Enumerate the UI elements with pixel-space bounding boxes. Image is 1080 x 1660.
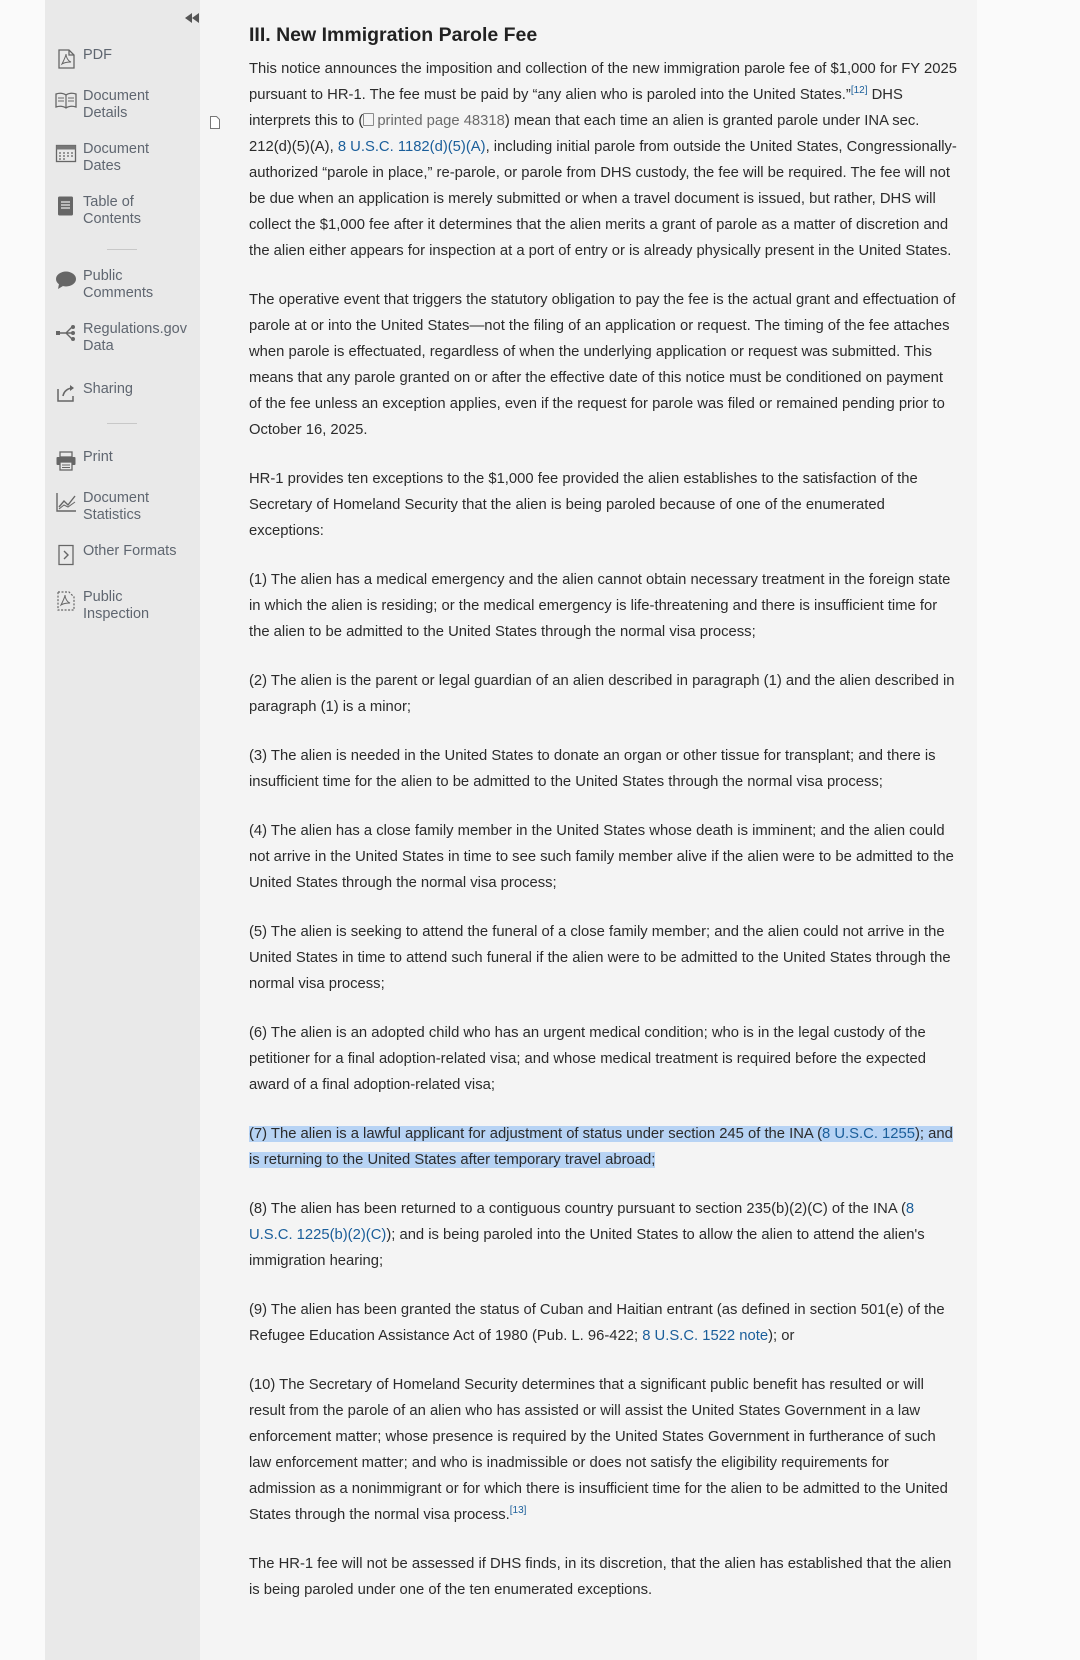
exception-1: (1) The alien has a medical emergency and the alien cannot obtain necessary treatment in the foreign state in which the alien is residing; or the medical emergency is life-threatening and there is insufficient time for the alien to be admitted to the United States through the normal visa process; <box>249 572 951 640</box>
sidebar-item-label: Public Comments <box>83 268 154 301</box>
sidebar-item-label: Sharing <box>83 381 133 397</box>
exception-10 <box>249 1372 959 1528</box>
book-icon <box>55 89 77 111</box>
usc-link-1255[interactable]: 8 U.S.C. 1255 <box>822 1126 915 1142</box>
exception-8 <box>249 1196 959 1274</box>
printed-page-label: printed page 48318 <box>377 113 505 129</box>
exception-3: (3) The alien is needed in the United States to donate an organ or other tissue for transplant; and there is insufficient time for the alien to be admitted to the United States through the normal visa process; <box>249 748 936 790</box>
sidebar-item-other-formats[interactable] <box>55 543 200 566</box>
sidebar-divider <box>107 423 137 424</box>
sidebar-item-label: Table of Contents <box>83 194 142 227</box>
calendar-icon <box>55 142 77 164</box>
exception-5: (5) The alien is seeking to attend the funeral of a close family member; and the alien could not arrive in the United States in time to attend such funeral if the alien were to be admitted to the United States through the normal visa process; <box>249 924 951 992</box>
paragraph-fee-not-assessed: The HR-1 fee will not be assessed if DHS finds, in its discretion, that the alien has established that the alien is being paroled under one of the ten enumerated exceptions. <box>249 1556 952 1598</box>
sidebar-item-public-inspection[interactable] <box>55 589 200 623</box>
sidebar-item-label: Document Dates <box>83 141 150 174</box>
document-sidebar <box>45 0 200 1660</box>
text: (7) The alien is a lawful applicant for adjustment of status under section 245 of the INA ( <box>249 1126 823 1142</box>
sidebar-item-document-details[interactable] <box>55 88 200 122</box>
sidebar-item-label: Document Statistics <box>83 490 150 523</box>
sidebar-item-sharing[interactable] <box>55 381 200 404</box>
pdf-icon <box>55 48 77 70</box>
usc-link-1522[interactable]: 8 U.S.C. 1522 note <box>642 1328 769 1344</box>
exception-2: (2) The alien is the parent or legal guardian of an alien described in paragraph (1) and the alien described in paragraph (1) is a minor; <box>249 673 955 715</box>
footnote-link-12[interactable]: [12] <box>850 85 868 97</box>
sidebar-item-document-statistics[interactable] <box>55 490 200 524</box>
exception-9 <box>249 1297 959 1349</box>
usc-link-1225[interactable]: 8 U.S.C. 1225(b)(2)(C) <box>249 1201 915 1243</box>
sidebar-item-regulations-gov-data[interactable] <box>55 321 200 355</box>
inspection-icon <box>55 590 77 612</box>
sidebar-item-label: Regulations.gov Data <box>83 321 187 354</box>
sidebar-item-table-of-contents[interactable] <box>55 194 200 228</box>
page-marker-icon[interactable] <box>210 116 220 129</box>
selected-text <box>249 1126 953 1168</box>
text: (8) The alien has been returned to a contiguous country pursuant to section 235(b)(2)(C) of the INA ( <box>249 1201 906 1217</box>
text: ); or <box>768 1328 795 1344</box>
document-content <box>200 0 977 1660</box>
exception-7 <box>249 1121 959 1173</box>
article <box>249 20 959 1626</box>
paragraph-intro <box>249 56 959 264</box>
sidebar-item-label: Print <box>83 449 113 465</box>
text: ); and is being paroled into the United States to allow the alien to attend the alien's immigration hearing; <box>249 1227 925 1269</box>
sidebar-item-label: Document Details <box>83 88 150 121</box>
exception-4: (4) The alien has a close family member in the United States whose death is imminent; and the alien could not arrive in the United States in time to see such family member alive if the alien were to be admitted to the United States through the normal visa process; <box>249 823 954 891</box>
sidebar-item-label: Public Inspection <box>83 589 150 622</box>
share-network-icon <box>55 322 77 344</box>
left-margin <box>0 0 45 1660</box>
list-icon <box>55 195 77 217</box>
chart-icon <box>55 491 77 513</box>
footnote-link-13[interactable]: [13] <box>509 1505 527 1517</box>
sidebar-item-pdf[interactable] <box>55 47 200 70</box>
exception-6: (6) The alien is an adopted child who has an urgent medical condition; who is in the legal custody of the petitioner for a final adoption-related visa; and whose medical treatment is required before the expected award of a final adoption-related visa; <box>249 1025 926 1093</box>
sidebar-item-document-dates[interactable] <box>55 141 200 175</box>
right-margin <box>977 0 1080 1660</box>
speech-bubble-icon <box>55 269 77 291</box>
sidebar-item-public-comments[interactable] <box>55 268 200 302</box>
text: This notice announces the imposition and collection of the new immigration parole fee of $1,000 for FY 2025 pursuant to HR-1. The fee must be paid by “any alien who is paroled into the United States.” <box>249 61 957 103</box>
printed-page-link[interactable] <box>363 113 505 129</box>
share-icon <box>55 382 77 404</box>
text: , including initial parole from outside the United States, Congressionally-authorized “parole in place,” re-parole, or parole from DHS custody, the fee will be required. The fee will not be due when an application is merely submitted or when a travel document is issued, but rather, DHS will collect the $1,000 fee after it determines that the alien merits a grant of parole as a matter of discretion and the alien either appears for inspection at a port of entry or is already physically present in the United States. <box>249 139 957 259</box>
text: (9) The alien has been granted the status of Cuban and Haitian entrant (as defined in section 501(e) of the Refugee Education Assistance Act of 1980 (Pub. L. 96-422; <box>249 1302 945 1344</box>
text: (10) The Secretary of Homeland Security determines that a significant public benefit has resulted or will result from the parole of an alien who has assisted or will assist the United States Government in a law enforcement matter; whose presence is required by the United States Government in furtherance of such law enforcement matter; and who is inadmissible or does not satisfy the eligibility requirements for admission as a nonimmigrant or for which there is insufficient time for the alien to be admitted to the United States through the normal visa process. <box>249 1377 948 1523</box>
text: DHS interprets this to ( <box>249 87 903 129</box>
paragraph-operative-event: The operative event that triggers the statutory obligation to pay the fee is the actual grant and effectuation of parole at or into the United States—not the filing of an application or request. The timing of the fee attaches when parole is effectuated, regardless of when the underlying application or request was submitted. This means that any parole granted on or after the effective date of this notice must be conditioned on payment of the fee unless an exception applies, even if the request for parole was filed or remained pending prior to October 16, 2025. <box>249 292 956 438</box>
page-icon <box>363 113 374 126</box>
section-heading: III. New Immigration Parole Fee <box>249 24 538 46</box>
sidebar-item-print[interactable] <box>55 449 200 472</box>
sidebar-item-label: Other Formats <box>83 543 177 559</box>
file-code-icon <box>55 544 77 566</box>
sidebar-item-label: PDF <box>83 47 112 63</box>
usc-link-1182[interactable]: 8 U.S.C. 1182(d)(5)(A) <box>337 139 486 155</box>
text: ) mean that each time an alien is granted parole under INA sec. 212(d)(5)(A), <box>249 113 920 155</box>
sidebar-divider <box>107 249 137 250</box>
paragraph-exceptions-intro: HR-1 provides ten exceptions to the $1,000 fee provided the alien establishes to the satisfaction of the Secretary of Homeland Security that the alien is being paroled because of one of the enumerated exceptions: <box>249 471 918 539</box>
text: ); and is returning to the United States after temporary travel abroad; <box>249 1126 953 1168</box>
printer-icon <box>55 450 77 472</box>
